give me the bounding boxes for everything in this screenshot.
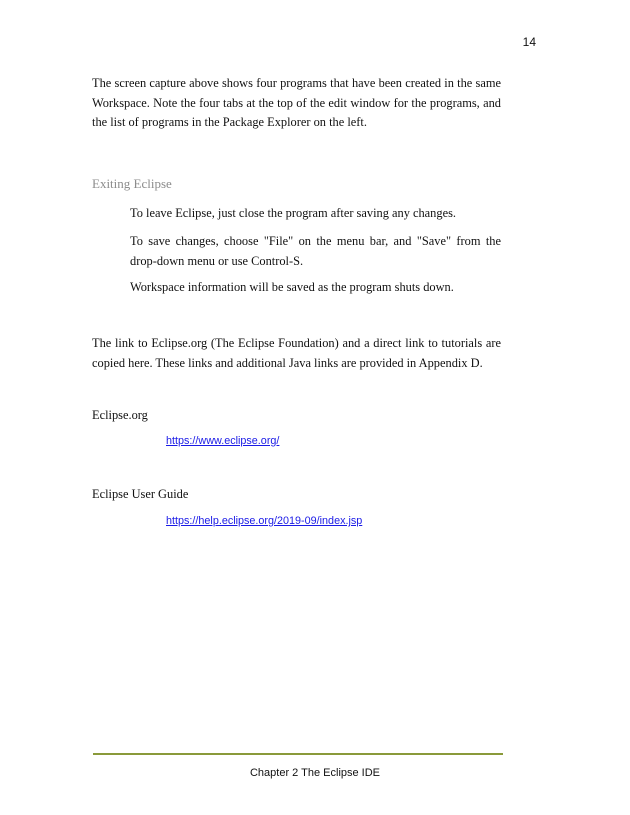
- intro-paragraph: The screen capture above shows four programs that have been created in the same Workspace. Note the four tabs at the top of the edit window for the programs, and the list of programs in the Package Explorer on the left.: [92, 76, 501, 129]
- link-label-user-guide: Eclipse User Guide: [92, 487, 189, 501]
- section-paragraph-workspace: Workspace information will be saved as the program shuts down.: [130, 280, 454, 294]
- link-eclipse-org[interactable]: https://www.eclipse.org/: [166, 435, 280, 447]
- footer-rule: [93, 753, 503, 755]
- link-label-eclipse-org: Eclipse.org: [92, 408, 148, 422]
- section-paragraph-close: To leave Eclipse, just close the program after saving any changes.: [130, 206, 456, 220]
- page-number: 14: [522, 35, 536, 49]
- link-user-guide[interactable]: https://help.eclipse.org/2019-09/index.jsp: [166, 515, 363, 527]
- footer-chapter-title: Chapter 2 The Eclipse IDE: [249, 767, 381, 779]
- links-intro-paragraph: The link to Eclipse.org (The Eclipse Foundation) and a direct link to tutorials are copied here. These links and additional Java links are provided in Appendix D.: [92, 336, 501, 370]
- section-paragraph-save: To save changes, choose "File" on the menu bar, and "Save" from the drop-down menu or use Control-S.: [130, 234, 501, 268]
- section-heading: Exiting Eclipse: [92, 176, 172, 191]
